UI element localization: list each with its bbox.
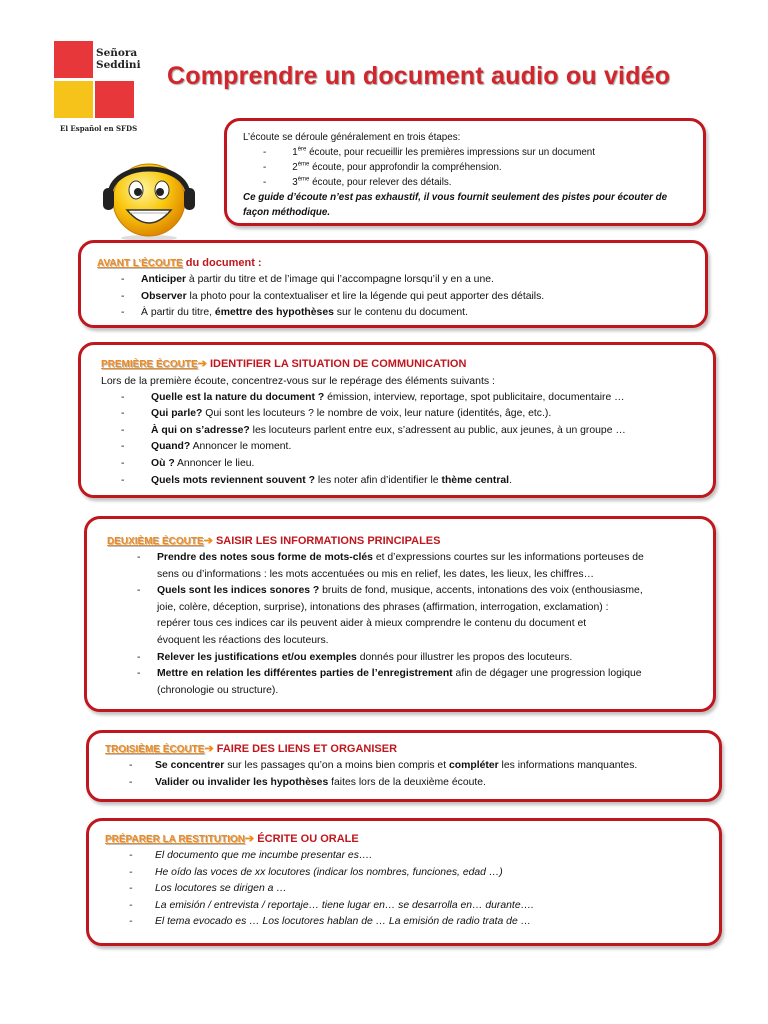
list-item: - Relever les justifications et/ou exemples donnés pour illustrer les propos des locuteurs.	[87, 650, 713, 667]
list-item: - À qui on s’adresse? les locuteurs parlent entre eux, s’adressent au public, aux jeunes, à un groupe …	[81, 423, 713, 440]
premiere-ecoute-box	[78, 342, 716, 498]
list-item: - El tema evocado es … Los locutores hablan de … La emisión de radio trata de …	[89, 914, 719, 931]
logo-square-red	[54, 41, 93, 78]
premiere-intro: Lors de la première écoute, concentrez-vous sur le repérage des éléments suivants :	[101, 375, 495, 387]
list-item: - Anticiper à partir du titre et de l’image qui l’accompagne lorsqu’il y en a une.	[81, 272, 705, 289]
list-item: - Quelle est la nature du document ? émission, interview, reportage, spot publicitaire, documentaire …	[81, 390, 713, 407]
premiere-list	[81, 390, 713, 490]
troisieme-list	[89, 758, 719, 791]
deuxieme-list-2	[87, 583, 713, 600]
list-item: - Quand? Annoncer le moment.	[81, 439, 713, 456]
list-item: - El documento que me incumbe presentar es….	[89, 848, 719, 865]
intro-note-cont: façon méthodique.	[243, 207, 331, 218]
list-item: - Se concentrer sur les passages qu’on a moins bien compris et compléter les informations manquantes.	[89, 758, 719, 775]
logo-square-yellow	[54, 81, 93, 118]
intro-lead: L’écoute se déroule généralement en trois étapes:	[243, 132, 461, 143]
smiley-headphones-icon	[100, 150, 198, 242]
intro-step-3: - 3ème écoute, pour relever des détails.	[263, 176, 452, 188]
premiere-heading: PREMIÈRE ÉCOUTE➔ IDENTIFIER LA SITUATION DE COMMUNICATION	[101, 358, 467, 370]
avant-heading: AVANT L’ÉCOUTE du document :	[97, 257, 262, 269]
deuxieme-heading: DEUXIÈME ÉCOUTE➔ SAISIR LES INFORMATIONS PRINCIPALES	[107, 535, 441, 547]
logo-name-line1: Señora	[96, 47, 138, 59]
list-item-cont: évoquent les réactions des locuteurs.	[157, 634, 329, 646]
list-item: - He oído las voces de xx locutores (indicar los nombres, funciones, edad …)	[89, 865, 719, 882]
list-item: - Observer la photo pour la contextualiser et lire la légende qui peut apporter des détails.	[81, 289, 705, 306]
avant-list	[81, 272, 705, 322]
list-item-cont: joie, colère, déception, surprise), intonations des phrases (affirmation, interrogation, exclamation) :	[157, 601, 609, 613]
intro-step-2: - 2ème écoute, pour approfondir la compréhension.	[263, 161, 502, 173]
list-item: - La emisión / entrevista / reportaje… tiene lugar en… se desarrolla en… durante….	[89, 898, 719, 915]
list-item-cont: sens ou d’informations : les mots accentuées ou mis en relief, les dates, les lieux, les chiffres…	[157, 568, 594, 580]
deuxieme-ecoute-box	[84, 516, 716, 712]
intro-box	[224, 118, 706, 226]
troisieme-heading: TROISIÈME ÉCOUTE➔ FAIRE DES LIENS ET ORGANISER	[105, 743, 398, 755]
avant-ecoute-box	[78, 240, 708, 328]
list-item: - À partir du titre, émettre des hypothèses sur le contenu du document.	[81, 305, 705, 322]
list-item: - Mettre en relation les différentes parties de l’enregistrement afin de dégager une progression logique	[87, 666, 713, 683]
restitution-heading: PRÉPARER LA RESTITUTION➔ ÉCRITE OU ORALE	[105, 833, 359, 845]
list-item: - Qui parle? Qui sont les locuteurs ? le nombre de voix, leur nature (identités, âge, etc.).	[81, 406, 713, 423]
deuxieme-list-3	[87, 650, 713, 683]
logo-name-line2: Seddini	[96, 59, 141, 71]
deuxieme-list	[87, 550, 713, 567]
troisieme-ecoute-box	[86, 730, 722, 802]
intro-step-1: - 1ère écoute, pour recueillir les premières impressions sur un document	[263, 146, 595, 158]
list-item: - Quels sont les indices sonores ? bruits de fond, musique, accents, intonations des voix (enthousiasme,	[87, 583, 713, 600]
list-item: - Quels mots reviennent souvent ? les noter afin d’identifier le thème central.	[81, 473, 713, 490]
page-title: Comprendre un document audio ou vidéo	[167, 62, 671, 90]
intro-note: Ce guide d’écoute n’est pas exhaustif, il vous fournit seulement des pistes pour écouter de	[243, 192, 668, 203]
list-item: - Prendre des notes sous forme de mots-clés et d’expressions courtes sur les informations porteuses de	[87, 550, 713, 567]
restitution-list	[89, 848, 719, 931]
restitution-box	[86, 818, 722, 946]
logo-tagline: El Español en SFDS	[60, 124, 138, 133]
list-item: - Valider ou invalider les hypothèses faites lors de la deuxième écoute.	[89, 775, 719, 792]
list-item-cont: (chronologie ou structure).	[157, 684, 279, 696]
list-item-cont: repérer tous ces indices car ils peuvent aider à mieux comprendre le contenu du document et	[157, 618, 587, 630]
logo-square-red-2	[95, 81, 134, 118]
list-item: - Où ? Annoncer le lieu.	[81, 456, 713, 473]
list-item: - Los locutores se dirigen a …	[89, 881, 719, 898]
logo-name	[96, 47, 141, 71]
